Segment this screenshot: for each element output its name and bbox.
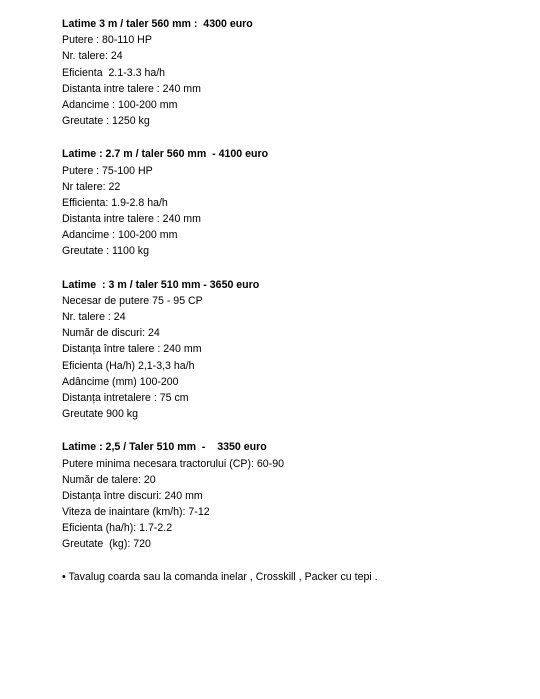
spec-line: Adâncime (mm) 100-200 [62,375,179,388]
section-heading: Latime : 3 m / taler 510 mm - 3650 euro [62,278,260,291]
spec-line: Viteza de inaintare (km/h): 7-12 [62,506,210,519]
spec-line: Adancime : 100-200 mm [62,229,178,242]
spec-line: Eficienta 2.1-3.3 ha/h [62,66,166,79]
spec-line: Greutate : 1250 kg [62,115,150,128]
product-section-4 [62,439,522,552]
spec-line: Distanța intretalere : 75 cm [62,391,189,404]
product-section-2 [62,146,522,259]
spec-line: Efficienta: 1.9-2.8 ha/h [62,196,168,209]
spec-line: Putere : 75-100 HP [62,164,153,177]
section-heading: Latime : 2,5 / Taler 510 mm - 3350 euro [62,441,267,454]
spec-line: Putere minima necesara tractorului (CP): 60-90 [62,457,284,470]
spec-line: Greutate (kg): 720 [62,538,151,551]
spec-line: Distanța între talere : 240 mm [62,343,202,356]
product-section-3 [62,277,522,423]
spec-line: Putere : 80-110 HP [62,34,152,47]
section-heading: Latime : 2.7 m / taler 560 mm - 4100 euro [62,148,269,161]
spec-line: Distanta intre talere : 240 mm [62,213,201,226]
spec-line: Greutate : 1100 kg [62,245,149,258]
spec-line: Număr de discuri: 24 [62,327,160,340]
spec-line: Nr. talere: 24 [62,50,123,63]
bullet-note: • Tavalug coarda sau la comanda inelar , Crosskill , Packer cu tepi . [62,570,378,583]
spec-line: Distanta intre talere : 240 mm [62,82,201,95]
spec-line: Adancime : 100-200 mm [62,98,178,111]
spec-line: Nr. talere : 24 [62,311,126,323]
spec-line: Necesar de putere 75 - 95 CP [62,294,203,307]
spec-line: Eficienta (ha/h): 1.7-2.2 [62,522,173,535]
product-section-1 [62,16,522,129]
spec-line: Eficienta (Ha/h) 2,1-3,3 ha/h [62,359,195,372]
spec-line: Greutate 900 kg [62,408,138,421]
section-heading: Latime 3 m / taler 560 mm : 4300 euro [62,18,253,30]
spec-line: Distanța între discuri: 240 mm [62,489,203,502]
spec-line: Număr de talere: 20 [62,473,156,486]
document-page [62,16,522,585]
spec-line: Nr talere: 22 [62,180,121,193]
